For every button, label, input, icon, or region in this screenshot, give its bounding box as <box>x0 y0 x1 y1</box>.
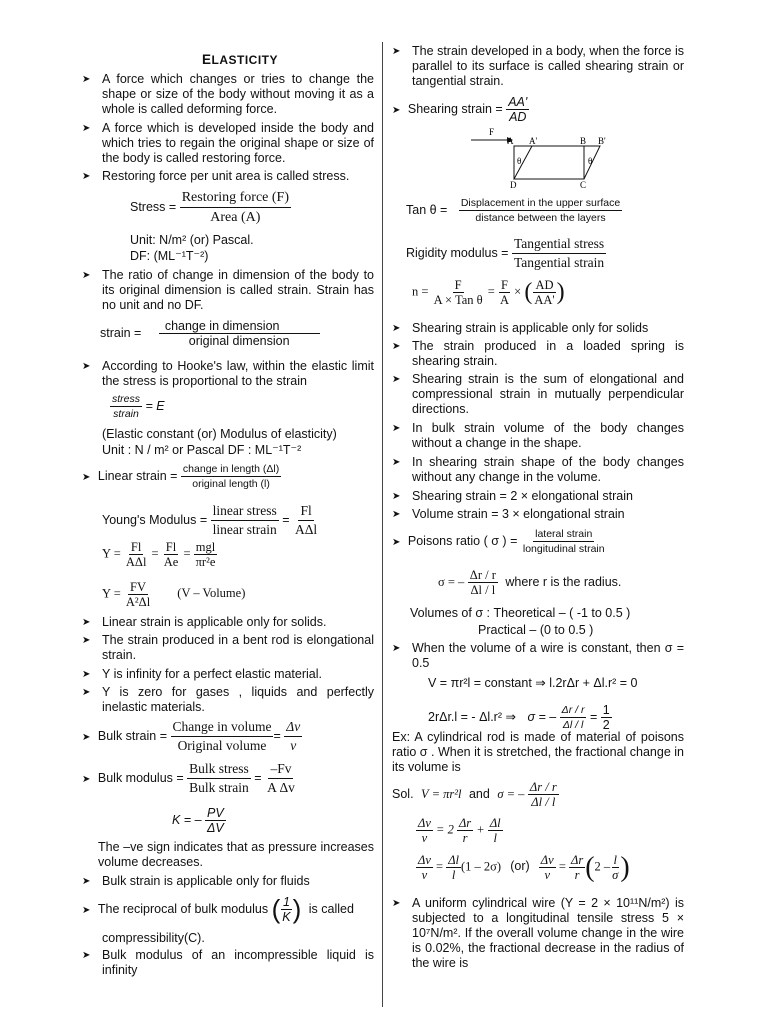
bullet-shear-2x: ➤ Shearing strain = 2 × elongational strain <box>392 489 633 503</box>
solution-line: Sol. V = πr²l and σ = – $\frac{\Delta r / r}{\Delta l / l}$ <box>392 780 557 809</box>
tan-theta-formula: Tan θ = $\frac{\text{Displacement in the upper surface}}{\text{distance between the layers}}$ <box>406 197 621 224</box>
bulk-modulus-formula: ➤ Bulk modulus = $\frac{\text{Bulk stress}}{\text{Bulk strain}}$ = $\frac{-Fv}{\text{A Δv}}$ <box>82 761 295 795</box>
bullet-deforming-force: ➤ A force which changes or tries to change the shape or size of the body without moving it as a whole is called deforming force. <box>82 72 374 116</box>
bullet-arrow-icon: ➤ <box>82 687 91 698</box>
bullet-arrow-icon: ➤ <box>82 876 91 887</box>
page-title: ELASTICITY <box>202 52 279 67</box>
bullet-incompressible: ➤ Bulk modulus of an incompressible liquid is infinity <box>82 948 374 977</box>
bullet-stress-def: ➤ Restoring force per unit area is called stress. <box>82 169 350 183</box>
bullet-arrow-icon: ➤ <box>82 950 91 961</box>
bullet-shear-volume: ➤ In shearing strain shape of the body changes without any change in the volume. <box>392 455 684 484</box>
negative-sign-note: The –ve sign indicates that as pressure increases volume decreases. <box>98 840 374 869</box>
label-B-prime: B' <box>598 136 606 146</box>
bullet-arrow-icon: ➤ <box>392 104 401 116</box>
compressibility-label: compressibility(C). <box>102 931 205 945</box>
sigma-formula: σ = – $\frac{\Delta r / r}{\Delta l / l}$ where r is the radius. <box>438 568 622 597</box>
compressibility-line: ➤ The reciprocal of bulk modulus ( $\frac{1}{K}$ ) is called <box>82 894 354 924</box>
bullet-arrow-icon: ➤ <box>392 509 401 520</box>
elastic-unit: Unit : N / m² or Pascal DF : ML⁻¹T⁻² <box>102 443 302 457</box>
bullet-arrow-icon: ➤ <box>392 341 401 352</box>
bullet-volume-3x: ➤ Volume strain = 3 × elongational strain <box>392 507 625 521</box>
sigma-practical: Practical – (0 to 0.5 ) <box>478 623 594 637</box>
bullet-shear-solids: ➤ Shearing strain is applicable only for solids <box>392 321 649 335</box>
bullet-loaded-spring: ➤ The strain produced in a loaded spring is shearing strain. <box>392 339 684 368</box>
bullet-bulk-fluids: ➤ Bulk strain is applicable only for fluids <box>82 874 310 888</box>
k-formula: K = – $\frac{PV}{\Delta V}$ <box>172 806 224 835</box>
bullet-restoring-force: ➤ A force which is developed inside the body and which tries to regain the original shape or size of the body is called restoring force. <box>82 121 374 165</box>
label-B: B <box>580 136 587 146</box>
n-formula: n = $\frac{F}{\text{A × Tan θ}}$ = $\frac{F}{A}$ × ( $\frac{AD}{AA'}$ ) <box>412 278 565 307</box>
label-A: A <box>507 136 514 146</box>
bullet-arrow-icon: ➤ <box>82 270 91 281</box>
label-C: C <box>580 180 587 190</box>
bullet-arrow-icon: ➤ <box>82 904 91 916</box>
bullet-y-zero: ➤ Y is zero for gases , liquids and perfectly inelastic materials. <box>82 685 374 714</box>
bullet-arrow-icon: ➤ <box>82 669 91 680</box>
label-D: D <box>510 180 517 190</box>
bullet-linear-solids: ➤ Linear strain is applicable only for solids. <box>82 615 327 629</box>
elastic-constant: (Elastic constant (or) Modulus of elasticity) <box>102 427 337 441</box>
bulk-strain-formula: ➤ Bulk strain = $\frac{\text{Change in volume}}{\text{Original volume}}$ = $\frac{\Delta v}{v}$ <box>82 719 301 753</box>
dv-formula-2: $\frac{\Delta v}{v}$ = $\frac{\Delta l}{l}$ (1 – 2σ) (or) $\frac{\Delta v}{v}$ = $\frac{\Delta r}{r}$ (2 – $\frac{l}{\sigma}$ ) <box>418 852 630 883</box>
bullet-shearing-strain-def: ➤ The strain developed in a body, when the force is parallel to its surface is called shearing strain or tangential strain. <box>392 44 684 88</box>
bullet-arrow-icon: ➤ <box>392 457 401 468</box>
bullet-arrow-icon: ➤ <box>82 773 91 785</box>
rigidity-modulus-formula: Rigidity modulus = $\frac{\text{Tangential stress}}{\text{Tangential strain}}$ <box>406 236 605 270</box>
bullet-arrow-icon: ➤ <box>392 423 401 434</box>
label-F: F <box>489 127 495 137</box>
sigma-half-eq: 2rΔr.l = - Δl.r² ⇒ σ = – $\frac{\Delta r / r}{\Delta l / l}$ = $\frac{1}{2}$ <box>428 703 610 732</box>
bullet-arrow-icon: ➤ <box>392 323 401 334</box>
stress-df: DF: (ML⁻¹T⁻²) <box>130 249 209 263</box>
bullet-arrow-icon: ➤ <box>82 617 91 628</box>
sigma-theoretical: Volumes of σ : Theoretical – ( -1 to 0.5 ) <box>410 606 631 620</box>
bullet-arrow-icon: ➤ <box>82 731 91 743</box>
bullet-arrow-icon: ➤ <box>392 898 401 909</box>
bullet-arrow-icon: ➤ <box>82 74 91 85</box>
stress-unit: Unit: N/m² (or) Pascal. <box>130 233 254 247</box>
bullet-arrow-icon: ➤ <box>392 46 401 57</box>
bullet-bent-rod: ➤ The strain produced in a bent rod is elongational strain. <box>82 633 374 662</box>
y-formula-2: Y = $\frac{FV}{\text{A²Δl}}$ (V – Volume) <box>102 580 246 609</box>
bullet-hookes-law: ➤ According to Hooke's law, within the elastic limit the stress is proportional to the strain <box>82 359 374 388</box>
label-A-prime: A' <box>529 136 538 146</box>
youngs-modulus-formula: Young's Modulus = $\frac{\text{linear stress}}{\text{linear strain}}$ = $\frac{Fl}{\text{AΔl}}$ <box>102 503 318 537</box>
label-theta-right: θ <box>588 156 593 166</box>
bullet-strain-def: ➤ The ratio of change in dimension of the body to its original dimension is called strain. Strain has no unit and no DF. <box>82 268 374 312</box>
shear-diagram <box>467 124 627 190</box>
linear-strain-formula: ➤ Linear strain = $\frac{\text{change in length (Δl)}}{\text{original length (l)}}$ <box>82 463 280 490</box>
bullet-uniform-wire: ➤ A uniform cylindrical wire (Y = 2 × 10¹¹N/m²) is subjected to a longitudinal tensile stress 5 × 10⁷N/m². If the overall volume change in the wire is 0.02%, the fractional decrease in the radius of the wire is <box>392 896 684 970</box>
bullet-arrow-icon: ➤ <box>392 643 401 654</box>
label-theta-left: θ <box>517 156 522 166</box>
bullet-shear-sum: ➤ Shearing strain is the sum of elongational and compressional strain in mutually perpendicular directions. <box>392 372 684 416</box>
strain-formula: strain = $\frac{\text{change in dimension}}{\text{original dimension}}$ <box>100 319 320 348</box>
dv-formula-1: $\frac{\Delta v}{v}$ = 2 $\frac{\Delta r}{r}$ + $\frac{\Delta l}{l}$ <box>418 816 501 845</box>
bullet-arrow-icon: ➤ <box>392 536 401 548</box>
bullet-arrow-icon: ➤ <box>82 123 91 134</box>
poisons-ratio-formula: ➤ Poisons ratio ( σ ) = $\frac{\text{lateral strain}}{\text{longitudinal strain}}$ <box>392 528 605 555</box>
shearing-strain-formula: ➤ Shearing strain = $\frac{AA'}{AD}$ <box>392 95 528 124</box>
original-block <box>514 146 584 179</box>
bullet-bulk-shape: ➤ In bulk strain volume of the body changes without a change in the shape. <box>392 421 684 450</box>
bullet-arrow-icon: ➤ <box>392 491 401 502</box>
example-question: Ex: A cylindrical rod is made of material of poisons ratio σ . When it is stretched, the fractional change in its volume is <box>392 730 684 774</box>
bullet-y-infinity: ➤ Y is infinity for a perfect elastic material. <box>82 667 322 681</box>
bullet-arrow-icon: ➤ <box>82 471 91 483</box>
bullet-arrow-icon: ➤ <box>82 635 91 646</box>
y-formula-1: Y = $\frac{Fl}{\text{AΔl}}$ = $\frac{Fl}{Ae}$ = $\frac{\text{mgl}}{\text{πr²e}}$ <box>102 540 216 569</box>
stress-formula: Stress = $\frac{\text{Restoring force (F)}}{\text{Area (A)}}$ <box>130 190 289 225</box>
bullet-arrow-icon: ➤ <box>82 171 91 182</box>
hooke-formula: $\frac{\text{stress}}{\text{strain}}$ = E <box>112 393 165 420</box>
bullet-arrow-icon: ➤ <box>82 361 91 372</box>
column-divider <box>382 42 383 1007</box>
bullet-volume-constant: ➤ When the volume of a wire is constant, then σ = 0.5 <box>392 641 684 670</box>
bullet-arrow-icon: ➤ <box>392 374 401 385</box>
volume-constant-eq: V = πr²l = constant ⇒ l.2rΔr + Δl.r² = 0 <box>428 676 638 690</box>
